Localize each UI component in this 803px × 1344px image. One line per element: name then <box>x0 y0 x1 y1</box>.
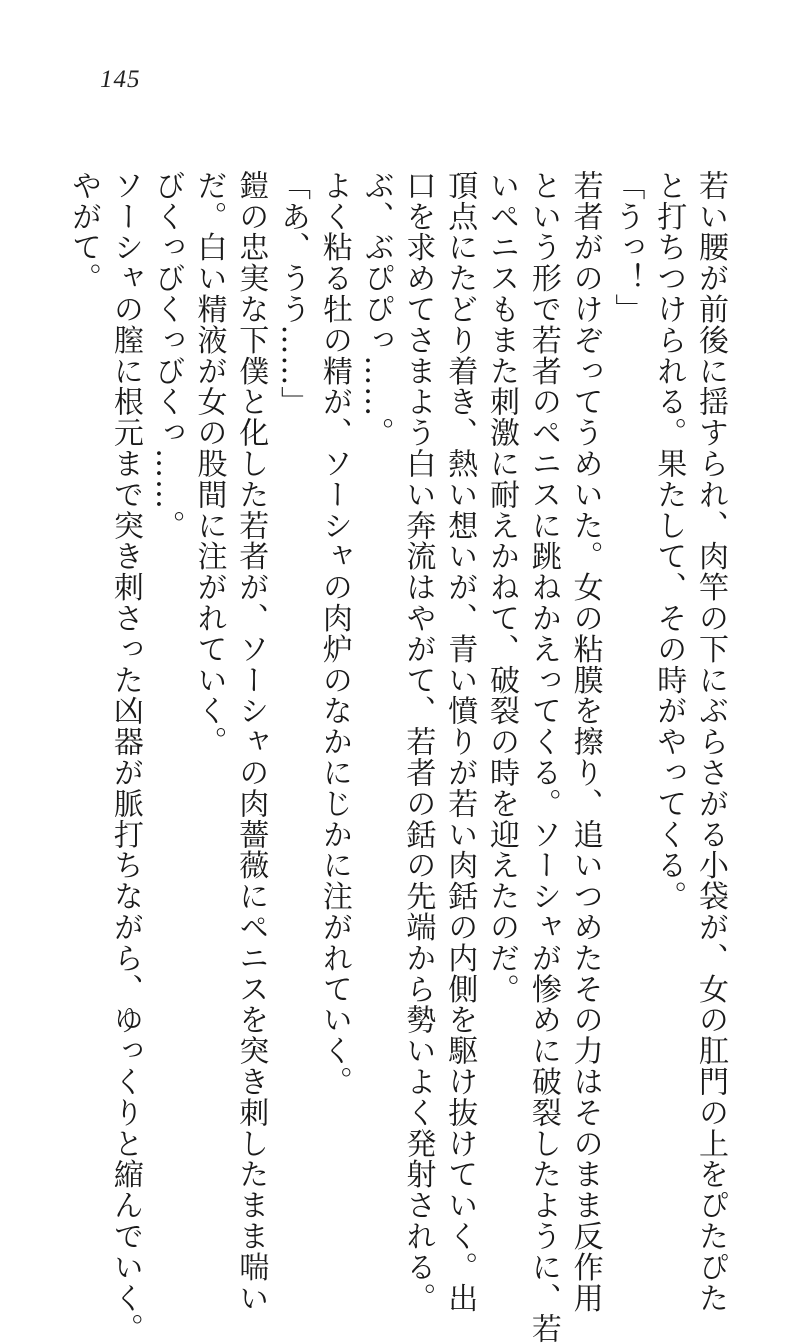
text-line: という形で若者のペニスに跳ねかえってくる。ソーシャが惨めに破裂したように、若 <box>525 170 561 1344</box>
text-line: 口を求めてさまよう白い奔流はやがて、若者の銛の先端から勢いよく発射される。 <box>400 170 436 1314</box>
vertical-text-block <box>62 170 731 1344</box>
text-line: 「あ、うう……」 <box>275 170 311 418</box>
text-line: やがて。 <box>66 170 102 294</box>
text-line: 頂点にたどり着き、熱い想いが、青い憤りが若い肉銛の内側を駆け抜けていく。出 <box>442 170 478 1314</box>
text-line: 鎧の忠実な下僕と化した若者が、ソーシャの肉薔薇にペニスを突き刺したまま喘い <box>233 170 269 1314</box>
text-line: よく粘る牡の精が、ソーシャの肉炉のなかにじかに注がれていく。 <box>316 170 352 1097</box>
text-line: 若い腰が前後に揺すられ、肉竿の下にぶらさがる小袋が、女の肛門の上をぴたぴた <box>693 170 728 1314</box>
text-line: ソーシャの膣に根元まで突き刺さった凶器が脈打ちながら、ゆっくりと縮んでいく。 <box>107 170 143 1344</box>
text-line: と打ちつけられる。果たして、その時がやってくる。 <box>651 170 687 912</box>
text-line: 若者がのけぞってうめいた。女の粘膜を擦り、追いつめたその力はそのまま反作用 <box>567 170 603 1314</box>
text-line: 「うっ！」 <box>609 170 645 325</box>
page-number: 145 <box>100 66 141 93</box>
text-line: ぶ、ぶぴぴっ……。 <box>358 170 394 449</box>
text-line: いペニスもまた刺激に耐えかねて、破裂の時を迎えたのだ。 <box>484 170 520 1005</box>
text-line: だ。白い精液が女の股間に注がれていく。 <box>191 170 227 758</box>
text-line: びくっびくっびくっ……。 <box>149 170 185 541</box>
